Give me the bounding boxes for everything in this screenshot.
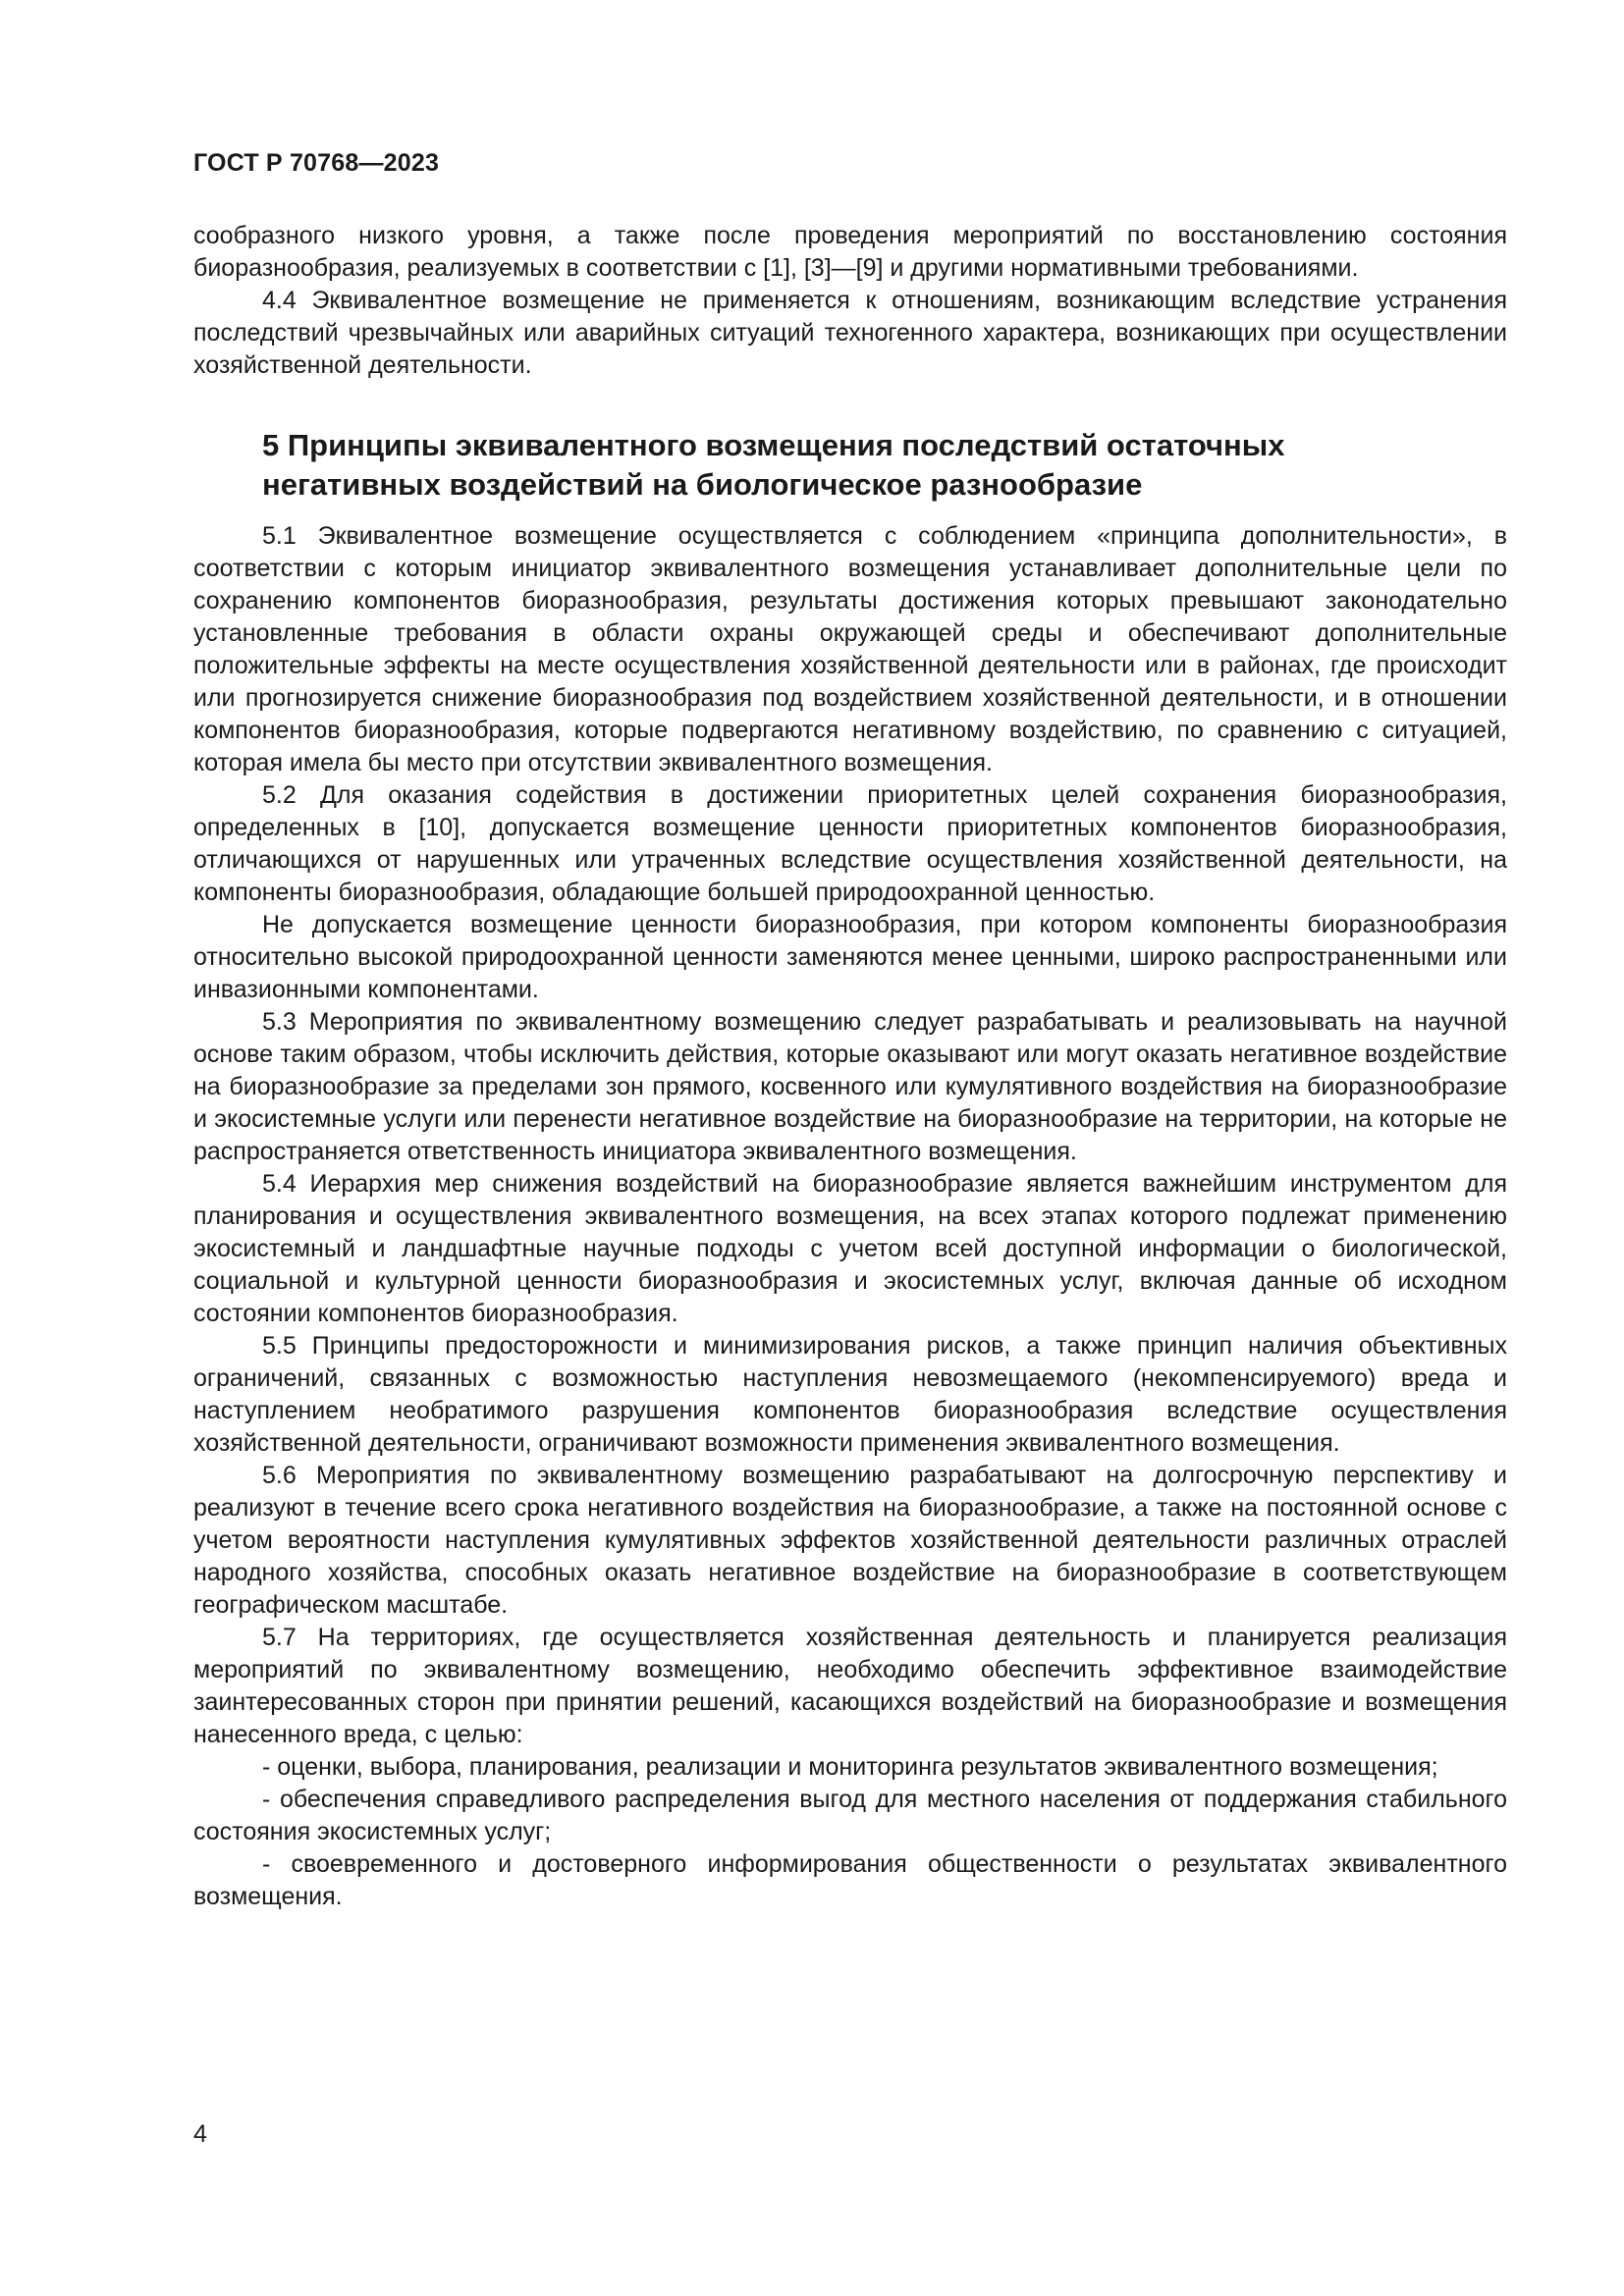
paragraph-5-2-second: Не допускается возмещение ценности биоразнообразия, при котором компоненты биоразнообразия относительно высокой природоохранной ценности заменяются менее ценными, широко распространенными или инвазионными компонентами. [193, 911, 1507, 1003]
paragraph-5-2: 5.2 Для оказания содействия в достижении приоритетных целей сохранения биоразнообразия, определенных в [10], допускается возмещение ценности приоритетных компонентов биоразнообразия, отличающихся от нарушенных или утраченных вследствие осуществления хозяйственной деятельности, на компоненты биоразнообразия, обладающие большей природоохранной ценностью. [193, 781, 1507, 906]
list-item: - обеспечения справедливого распределения выгод для местного населения от поддержания стабильного состояния экосистемных услуг; [193, 1786, 1507, 1845]
paragraph-5-7: 5.7 На территориях, где осуществляется хозяйственная деятельность и планируется реализация мероприятий по эквивалентному возмещению, необходимо обеспечить эффективное взаимодействие заинтересованных сторон при принятии решений, касающихся воздействий на биоразнообразие и возмещения нанесенного вреда, с целью: [193, 1624, 1507, 1748]
section-5-title: 5 Принципы эквивалентного возмещения последствий остаточных негативных воздействий на биологическое разнообразие [262, 428, 1285, 502]
paragraph-5-1: 5.1 Эквивалентное возмещение осуществляется с соблюдением «принципа дополнительности», в соответствии с которым инициатор эквивалентного возмещения устанавливает дополнительные цели по сохранению компонентов биоразнообразия, результаты достижения которых превышают законодательно установленные требования в области охраны окружающей среды и обеспечивают дополнительные положительные эффекты на месте осуществления хозяйственной деятельности или в районах, где происходит или прогнозируется снижение биоразнообразия под воздействием хозяйственной деятельности, и в отношении компонентов биоразнообразия, которые подвергаются негативному воздействию, по сравнению с ситуацией, которая имела бы место при отсутствии эквивалентного возмещения. [193, 522, 1507, 776]
document-number: ГОСТ Р 70768—2023 [193, 149, 440, 177]
document-body [193, 220, 1507, 1913]
page-number: 4 [193, 2120, 207, 2148]
paragraph-5-4: 5.4 Иерархия мер снижения воздействий на биоразнообразие является важнейшим инструментом для планирования и осуществления эквивалентного возмещения, на всех этапах которого подлежат применению экосистемный и ландшафтные научные подходы с учетом всей доступной информации о биологической, социальной и культурной ценности биоразнообразия и экосистемных услуг, включая данные об исходном состоянии компонентов биоразнообразия. [193, 1170, 1507, 1327]
paragraph-5-6: 5.6 Мероприятия по эквивалентному возмещению разрабатывают на долгосрочную перспективу и реализуют в течение всего срока негативного воздействия на биоразнообразие, а также на постоянной основе с учетом вероятности наступления кумулятивных эффектов хозяйственной деятельности различных отраслей народного хозяйства, способных оказать негативное воздействие на биоразнообразие в соответствующем географическом масштабе. [193, 1462, 1507, 1619]
paragraph-5-5: 5.5 Принципы предосторожности и минимизирования рисков, а также принцип наличия объективных ограничений, связанных с возможностью наступления невозмещаемого (некомпенсируемого) вреда и наступлением необратимого разрушения компонентов биоразнообразия вследствие осуществления хозяйственной деятельности, ограничивают возможности применения эквивалентного возмещения. [193, 1332, 1507, 1457]
paragraph-continuation: сообразного низкого уровня, а также после проведения мероприятий по восстановлению состояния биоразнообразия, реализуемых в соответствии с [1], [3]—[9] и другими нормативными требованиями. [193, 222, 1507, 282]
paragraph-5-3: 5.3 Мероприятия по эквивалентному возмещению следует разрабатывать и реализовывать на научной основе таким образом, чтобы исключить действия, которые оказывают или могут оказать негативное воздействие на биоразнообразие за пределами зон прямого, косвенного или кумулятивного воздействия на биоразнообразие и экосистемные услуги или перенести негативное воздействие на биоразнообразие на территории, на которые не распространяется ответственность инициатора эквивалентного возмещения. [193, 1008, 1507, 1165]
list-item: - своевременного и достоверного информирования общественности о результатах эквивалентного возмещения. [193, 1850, 1507, 1910]
paragraph-4-4: 4.4 Эквивалентное возмещение не применяется к отношениям, возникающим вследствие устранения последствий чрезвычайных или аварийных ситуаций техногенного характера, возникающих при осуществлении хозяйственной деятельности. [193, 287, 1507, 379]
list-item: - оценки, выбора, планирования, реализации и мониторинга результатов эквивалентного возмещения; [262, 1753, 1438, 1781]
